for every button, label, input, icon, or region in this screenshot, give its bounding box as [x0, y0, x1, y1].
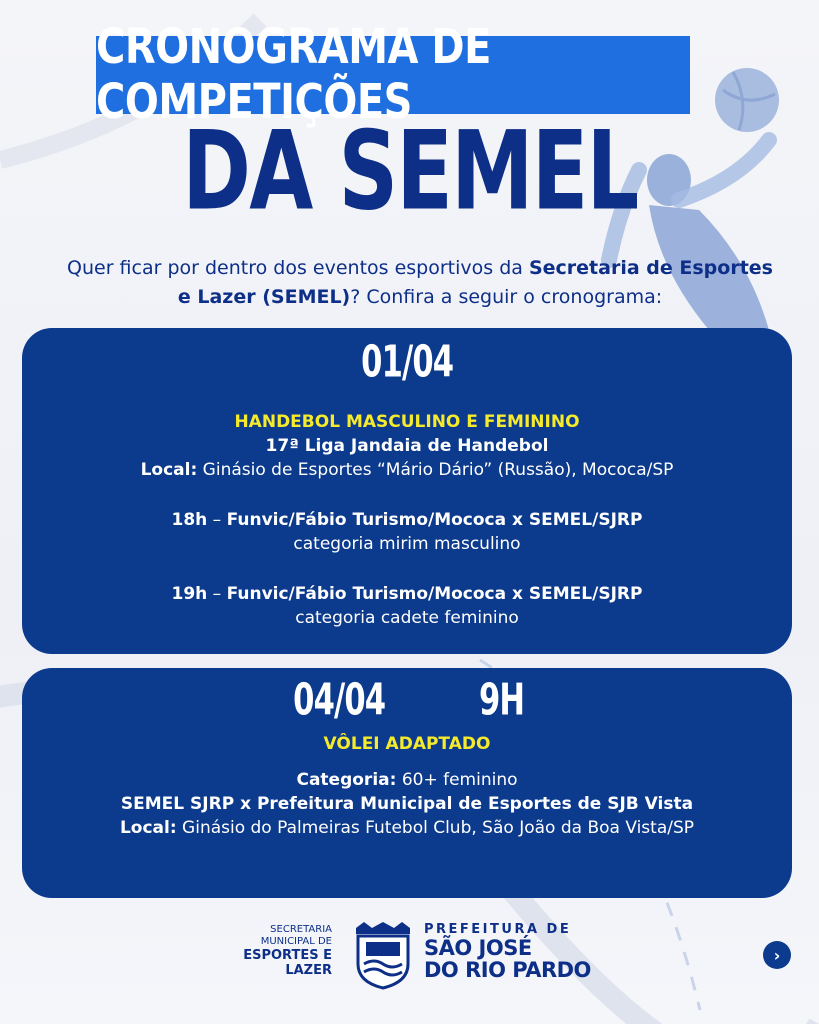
city-crest-icon [350, 920, 416, 990]
event-location: Local: Ginásio do Palmeiras Futebol Club, São João da Boa Vista/SP [119, 818, 695, 838]
event-match: SEMEL SJRP x Prefeitura Municipal de Esportes de SJB Vista [120, 794, 694, 814]
event-card-2 [22, 668, 792, 898]
event-card-1 [22, 328, 792, 654]
title-banner [96, 19, 690, 131]
footer [0, 918, 819, 998]
chevron-right-icon: › [773, 945, 781, 965]
intro-text: Quer ficar por dentro dos eventos esportivos da Secretaria de Esportes e Lazer (SEMEL)? Confira a seguir o cronograma: [67, 257, 773, 308]
banner-text: CRONOGRAMA DE COMPETIÇÕES [96, 19, 491, 131]
event-league: 17ª Liga Jandaia de Handebol [265, 436, 549, 456]
game-item: 19h – Funvic/Fábio Turismo/Mococa x SEMEL/SJRP categoria cadete feminino [171, 584, 643, 628]
event-sport: VÔLEI ADAPTADO [323, 734, 491, 754]
event-location: Local: Ginásio de Esportes “Mário Dário” (Russão), Mococa/SP [140, 460, 674, 480]
event-date-time: 04/04 9H [293, 675, 525, 726]
event-date: 01/04 [360, 337, 454, 388]
next-slide-button[interactable] [763, 941, 791, 969]
event-sport: HANDEBOL MASCULINO E FEMININO [234, 412, 580, 432]
event-category: Categoria: 60+ feminino [296, 770, 518, 790]
page-title: DA SEMEL [181, 108, 638, 235]
prefeitura-logo-text: PREFEITURA DE SÃO JOSÉ DO RIO PARDO [424, 922, 591, 982]
secretaria-logo-text: SECRETARIA MUNICIPAL DE ESPORTES E LAZER [243, 924, 332, 978]
game-item: 18h – Funvic/Fábio Turismo/Mococa x SEMEL/SJRP categoria mirim masculino [171, 510, 643, 554]
